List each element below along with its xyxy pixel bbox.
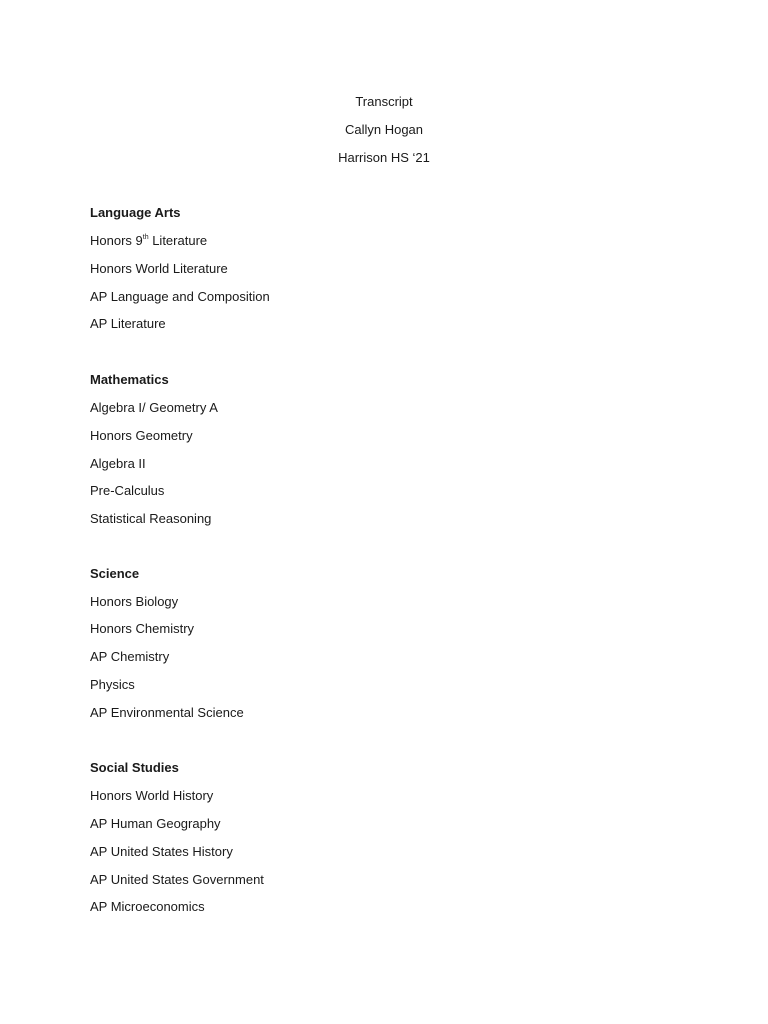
- course-item: AP Human Geography: [90, 816, 221, 831]
- course-item: AP United States History: [90, 844, 233, 859]
- course-label-suffix: Literature: [148, 233, 208, 248]
- course-item: [90, 233, 207, 249]
- course-item: Honors Chemistry: [90, 621, 195, 636]
- section-title-social-studies: Social Studies: [90, 760, 179, 775]
- course-item: AP Language and Composition: [90, 289, 270, 304]
- course-item: AP Microeconomics: [90, 899, 205, 914]
- school-name: Harrison HS ‘21: [338, 150, 430, 165]
- course-item: Honors World Literature: [90, 261, 228, 276]
- section-title-language-arts: Language Arts: [90, 205, 181, 220]
- course-item: AP Chemistry: [90, 649, 170, 664]
- course-item: Honors Geometry: [90, 428, 193, 443]
- course-item: Honors World History: [90, 788, 214, 803]
- course-item: AP United States Government: [90, 872, 264, 887]
- course-item: Honors Biology: [90, 594, 179, 609]
- course-label-superscript: th: [142, 233, 149, 241]
- page-title: Transcript: [355, 94, 413, 109]
- course-item: Pre-Calculus: [90, 483, 165, 498]
- course-item: AP Literature: [90, 316, 166, 331]
- course-item: Algebra I/ Geometry A: [90, 400, 218, 415]
- course-item: Algebra II: [90, 456, 146, 471]
- section-title-science: Science: [90, 566, 140, 581]
- course-item: AP Environmental Science: [90, 705, 244, 720]
- course-label-prefix: Honors 9: [90, 233, 143, 248]
- course-item: Statistical Reasoning: [90, 511, 212, 526]
- student-name: Callyn Hogan: [344, 122, 424, 137]
- section-title-mathematics: Mathematics: [90, 372, 169, 387]
- course-item: Physics: [90, 677, 135, 692]
